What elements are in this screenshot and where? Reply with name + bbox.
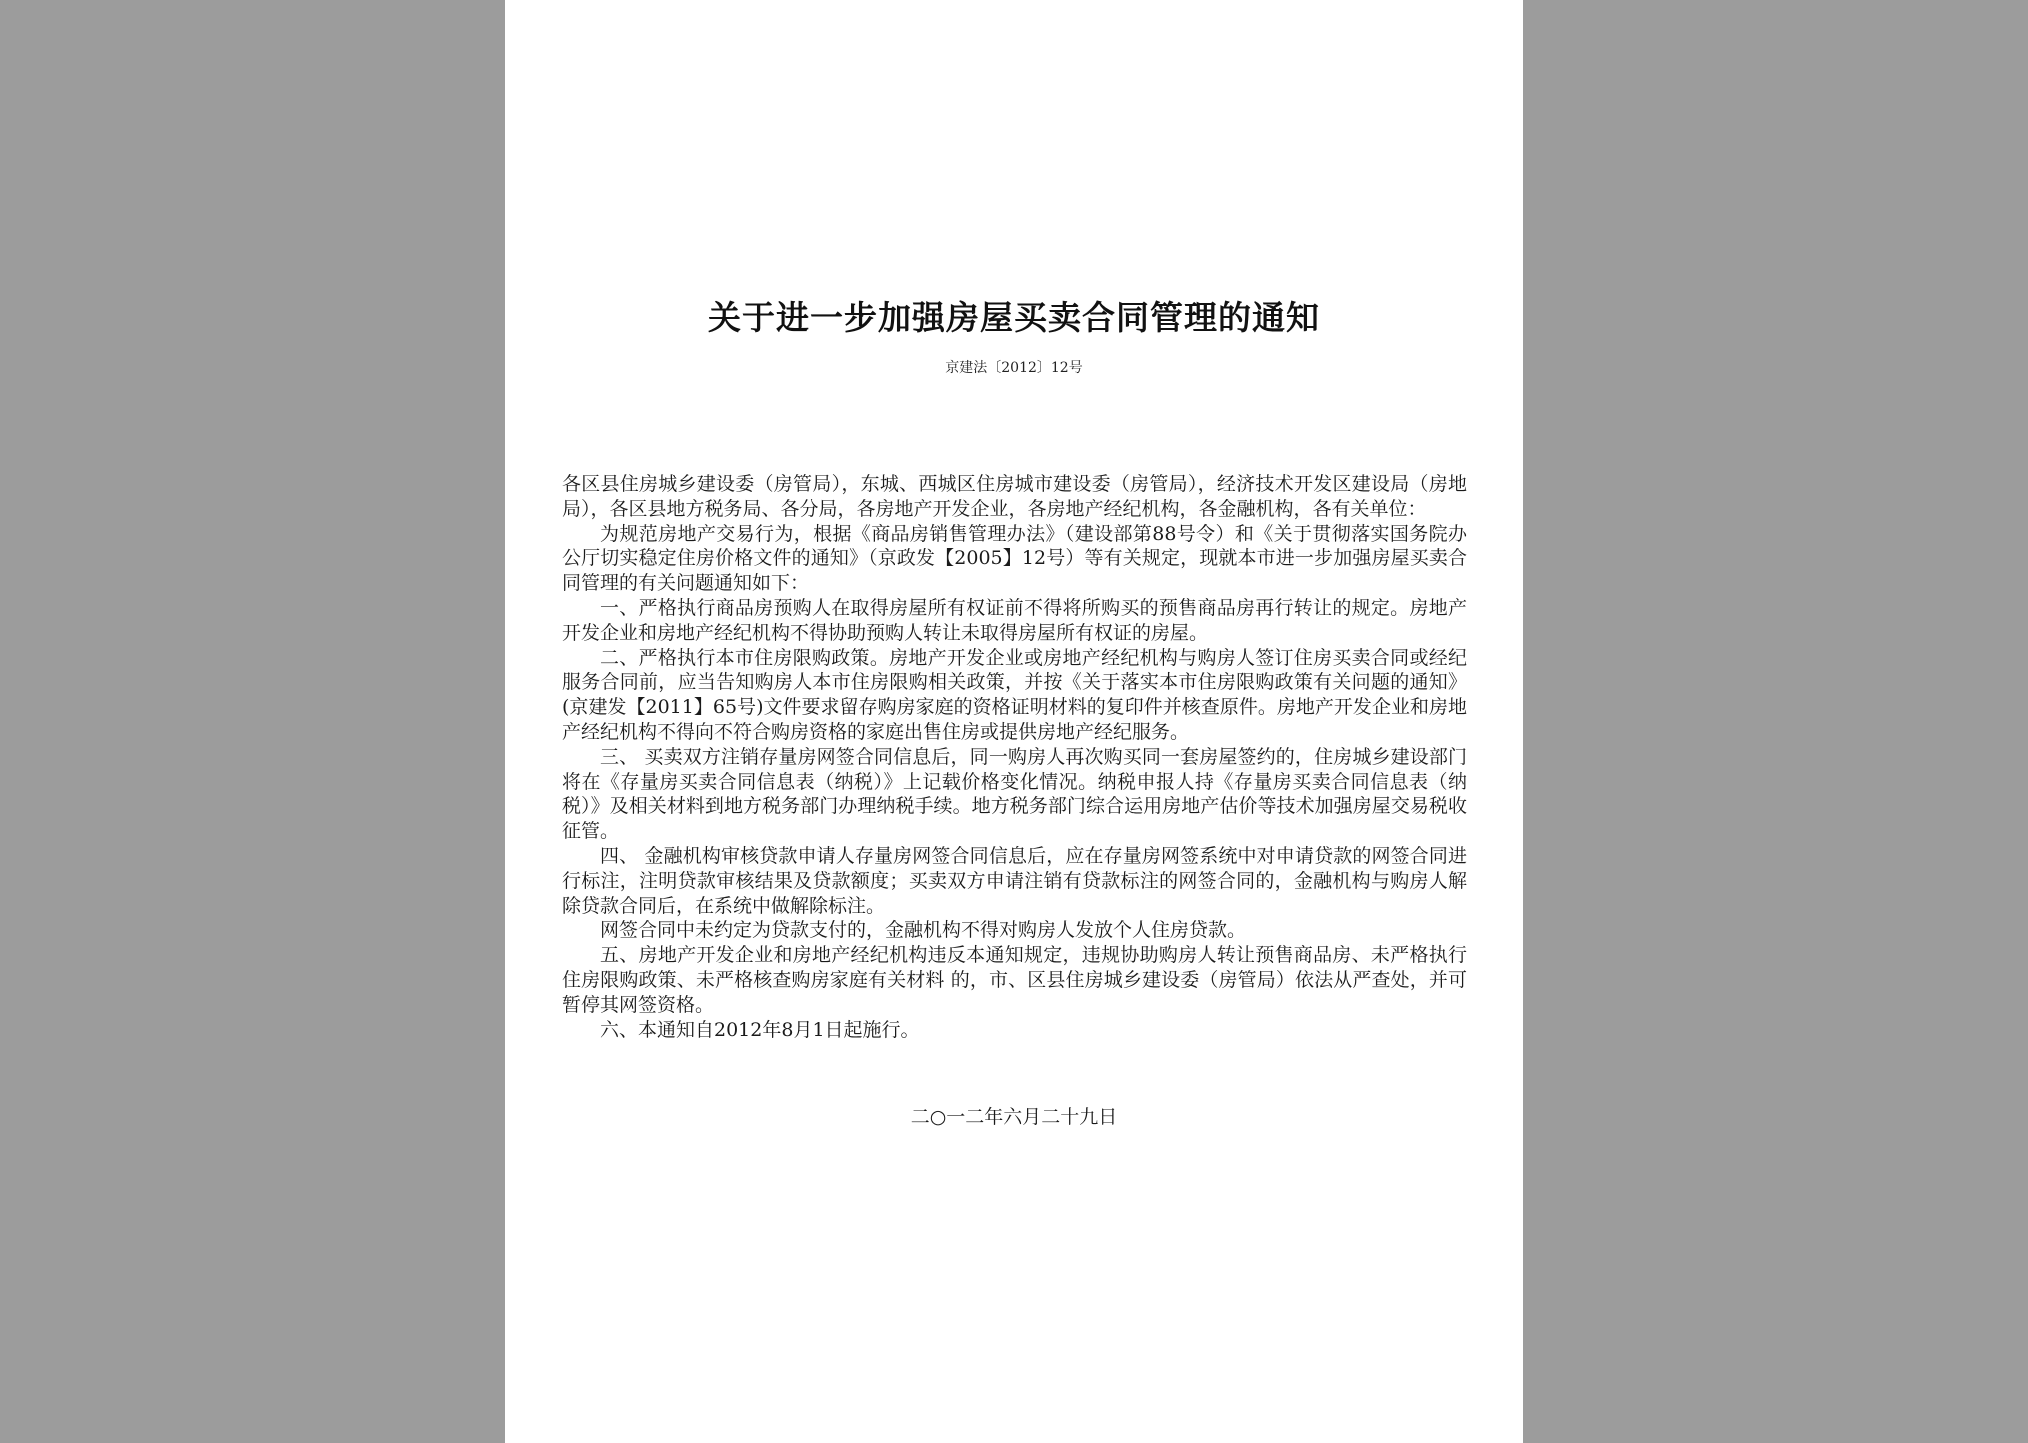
document-date: 二○一二年六月二十九日 bbox=[910, 1106, 1118, 1128]
paragraph-item-1: 一、严格执行商品房预购人在取得房屋所有权证前不得将所购买的预售商品房再行转让的规定。房地产开发企业和房地产经纪机构不得协助预购人转让未取得房屋所有权证的房屋。 bbox=[562, 596, 1467, 644]
paragraph-preamble: 为规范房地产交易行为，根据《商品房销售管理办法》（建设部第88号令）和《关于贯彻落实国务院办公厅切实稳定住房价格文件的通知》（京政发【2005】12号）等有关规定，现就本市进一步加强房屋买卖合同管理的有关问题通知如下： bbox=[562, 522, 1467, 595]
paragraph-item-3: 三、 买卖双方注销存量房网签合同信息后，同一购房人再次购买同一套房屋签约的，住房城乡建设部门将在《存量房买卖合同信息表（纳税）》上记载价格变化情况。纳税申报人持《存量房买卖合同信息表（纳税）》及相关材料到地方税务部门办理纳税手续。地方税务部门综合运用房地产估价等技术加强房屋交易税收征管。 bbox=[562, 745, 1467, 843]
document-page bbox=[505, 0, 1523, 1443]
paragraph-item-5: 五、房地产开发企业和房地产经纪机构违反本通知规定，违规协助购房人转让预售商品房、未严格执行住房限购政策、未严格核查购房家庭有关材料 的，市、区县住房城乡建设委（房管局）依法从严查处，并可暂停其网签资格。 bbox=[562, 944, 1467, 1016]
document-body bbox=[562, 472, 1467, 1042]
paragraph-item-6: 六、本通知自2012年8月1日起施行。 bbox=[600, 1018, 920, 1041]
document-number: 京建法〔2012〕12号 bbox=[945, 360, 1083, 376]
paragraph-item-2: 二、严格执行本市住房限购政策。房地产开发企业或房地产经纪机构与购房人签订住房买卖合同或经纪服务合同前，应当告知购房人本市住房限购相关政策，并按《关于落实本市住房限购政策有关问题的通知》(京建发【2011】65号)文件要求留存购房家庭的资格证明材料的复印件并核查原件。房地产开发企业和房地产经纪机构不得向不符合购房资格的家庭出售住房或提供房地产经纪服务。 bbox=[562, 646, 1467, 743]
paragraph-item-4-supplement: 网签合同中未约定为贷款支付的，金融机构不得对购房人发放个人住房贷款。 bbox=[600, 919, 1247, 942]
addressees: 各区县住房城乡建设委（房管局），东城、西城区住房城市建设委（房管局），经济技术开发区建设局（房地局），各区县地方税务局、各分局，各房地产开发企业，各房地产经纪机构，各金融机构，各有关单位： bbox=[562, 473, 1467, 520]
paragraph-item-4: 四、 金融机构审核贷款申请人存量房网签合同信息后，应在存量房网签系统中对申请贷款的网签合同进行标注，注明贷款审核结果及贷款额度；买卖双方申请注销有贷款标注的网签合同的，金融机构与购房人解除贷款合同后，在系统中做解除标注。 bbox=[562, 844, 1467, 917]
document-title: 关于进一步加强房屋买卖合同管理的通知 bbox=[708, 298, 1320, 337]
